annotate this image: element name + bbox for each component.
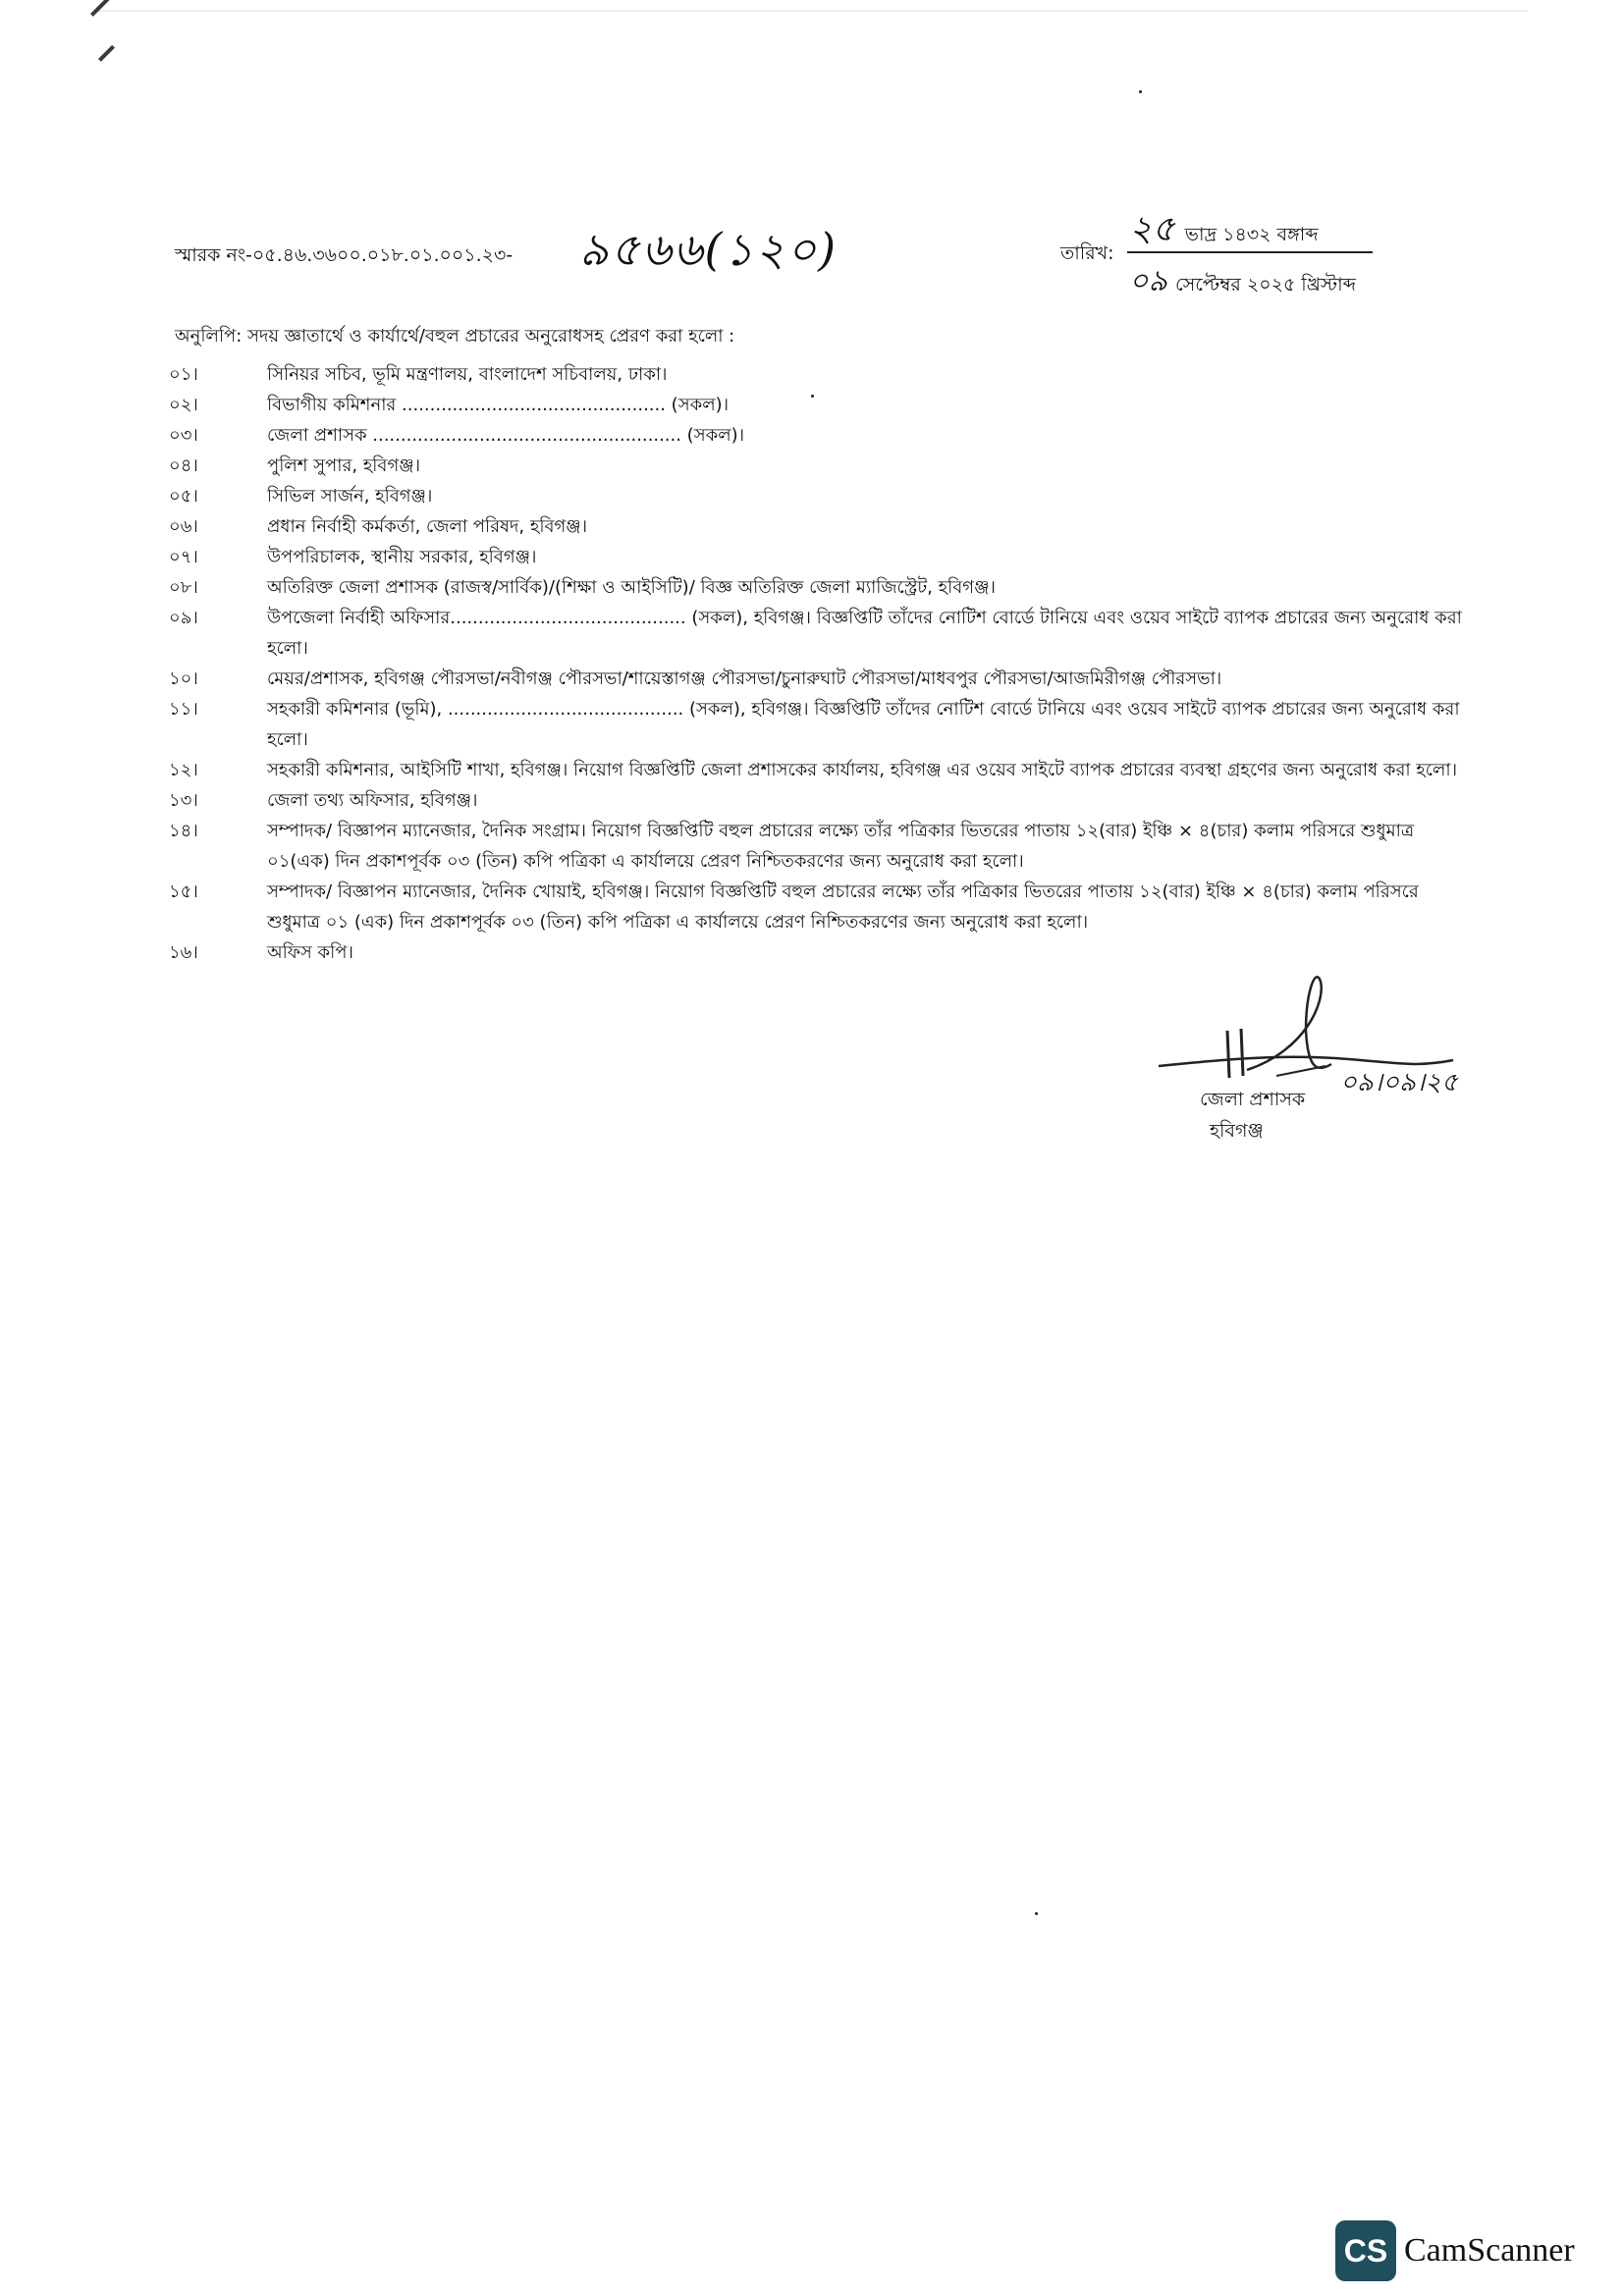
cc-list-item: [169, 664, 1465, 694]
cc-intro: অনুলিপি: সদয় জ্ঞাতার্থে ও কার্যার্থে/বহুল প্রচারের অনুরোধসহ প্রেরণ করা হলো :: [175, 326, 735, 347]
scan-dot: [1139, 90, 1142, 93]
scan-corner-mark: [98, 45, 115, 62]
cc-item-number: ০৪।: [169, 455, 198, 476]
cc-item-text: উপজেলা নির্বাহী অফিসার.......................................... (সকল), হবিগঞ্জ। বিজ্ঞপ্তিটি তাঁদের নোটিশ বোর্ডে টানিয়ে এবং ওয়েব সাইটে ব্যাপক প্রচারের জন্য অনুরোধ করা হলো।: [267, 608, 1462, 659]
cc-item-number: ১২।: [169, 760, 198, 780]
scan-edge: [94, 10, 1528, 12]
camscanner-logo-icon: CS: [1335, 2220, 1396, 2281]
cc-list-item: [169, 816, 1465, 877]
cc-item-text: সহকারী কমিশনার, আইসিটি শাখা, হবিগঞ্জ। নিয়োগ বিজ্ঞপ্তিটি জেলা প্রশাসকের কার্যালয়, হবিগঞ্জ এর ওয়েব সাইটে ব্যাপক প্রচারের ব্যবস্থা গ্রহণের জন্য অনুরোধ করা হলো।: [267, 760, 1458, 780]
cc-list-item: [169, 937, 1465, 968]
date-bangla-day: ২৫: [1129, 209, 1175, 249]
cc-item-number: ০৯।: [169, 608, 198, 628]
cc-list-item: [169, 785, 1465, 816]
signature-place: হবিগঞ্জ: [1210, 1120, 1264, 1142]
date-english: [1129, 257, 1356, 307]
scan-corner-mark: [90, 0, 136, 17]
cc-item-number: ১০।: [169, 668, 198, 689]
cc-list-item: [169, 481, 1465, 511]
cc-item-number: ১৫।: [169, 881, 198, 902]
cc-item-text: সিনিয়র সচিব, ভূমি মন্ত্রণালয়, বাংলাদেশ সচিবালয়, ঢাকা।: [267, 364, 668, 385]
cc-item-text: অতিরিক্ত জেলা প্রশাসক (রাজস্ব/সার্বিক)/(শিক্ষা ও আইসিটি)/ বিজ্ঞ অতিরিক্ত জেলা ম্যাজিস্ট্রেট, হবিগঞ্জ।: [267, 577, 996, 598]
cc-item-text: মেয়র/প্রশাসক, হবিগঞ্জ পৌরসভা/নবীগঞ্জ পৌরসভা/শায়েস্তাগঞ্জ পৌরসভা/চুনারুঘাট পৌরসভা/মাধবপুর পৌরসভা/আজমিরীগঞ্জ পৌরসভা।: [267, 668, 1222, 689]
cc-item-text: প্রধান নির্বাহী কর্মকর্তা, জেলা পরিষদ, হবিগঞ্জ।: [267, 516, 588, 537]
cc-item-number: ০৬।: [169, 516, 198, 537]
cc-item-text: উপপরিচালক, স্থানীয় সরকার, হবিগঞ্জ।: [267, 547, 537, 567]
cc-item-text: জেলা তথ্য অফিসার, হবিগঞ্জ।: [267, 790, 478, 811]
date-english-day: ০৯: [1129, 264, 1167, 298]
cc-item-number: ১১।: [169, 699, 198, 720]
date-english-rest: সেপ্টেম্বর ২০২৫ খ্রিস্টাব্দ: [1174, 274, 1356, 295]
cc-list-item: [169, 451, 1465, 481]
camscanner-watermark: [1335, 2220, 1575, 2281]
cc-list-item: [169, 694, 1465, 755]
cc-list-item: [169, 603, 1465, 664]
cc-item-number: ০১।: [169, 364, 198, 385]
memo-reference: স্মারক নং-০৫.৪৬.৩৬০০.০১৮.০১.০০১.২৩-: [175, 244, 514, 266]
cc-item-number: ০৭।: [169, 547, 198, 567]
cc-item-text: সম্পাদক/ বিজ্ঞাপন ম্যানেজার, দৈনিক খোয়াই, হবিগঞ্জ। নিয়োগ বিজ্ঞপ্তিটি বহুল প্রচারের লক্ষ্যে তাঁর পত্রিকার ভিতরের পাতায় ১২(বার) ইঞ্চি × ৪(চার) কলাম পরিসরে শুধুমাত্র ০১ (এক) দিন প্রকাশপূর্বক ০৩ (তিন) কপি পত্রিকা এ কার্যালয়ে প্রেরণ নিশ্চিতকরণের জন্য অনুরোধ করা হলো।: [267, 881, 1419, 933]
date-label: তারিখ:: [1060, 242, 1114, 264]
cc-list-item: [169, 511, 1465, 542]
camscanner-name: CamScanner: [1404, 2232, 1575, 2269]
cc-list-item: [169, 572, 1465, 603]
cc-list-item: [169, 390, 1465, 420]
cc-item-text: জেলা প্রশাসক ....................................................... (সকল)।: [267, 425, 745, 446]
scan-dot: [1035, 1912, 1038, 1915]
cc-list-item: [169, 542, 1465, 572]
cc-item-text: সিভিল সার্জন, হবিগঞ্জ।: [267, 486, 433, 507]
cc-item-number: ০৮।: [169, 577, 198, 598]
cc-item-text: বিভাগীয় কমিশনার ............................................... (সকল)।: [267, 395, 730, 415]
cc-item-text: সম্পাদক/ বিজ্ঞাপন ম্যানেজার, দৈনিক সংগ্রাম। নিয়োগ বিজ্ঞপ্তিটি বহুল প্রচারের লক্ষ্যে তাঁর পত্রিকার ভিতরের পাতায় ১২(বার) ইঞ্চি × ৪(চার) কলাম পরিসরে শুধুমাত্র ০১(এক) দিন প্রকাশপূর্বক ০৩ (তিন) কপি পত্রিকা এ কার্যালয়ে প্রেরণ নিশ্চিতকরণের জন্য অনুরোধ করা হলো।: [267, 821, 1415, 872]
cc-item-number: ০৩।: [169, 425, 198, 446]
scan-dot: [811, 395, 814, 398]
signature-handwritten-date: ০৯।০৯।২৫: [1340, 1068, 1458, 1097]
cc-item-number: ১৪।: [169, 821, 198, 841]
memo-handwritten-number: ৯৫৬৬(১২০): [579, 223, 839, 276]
cc-list-item: [169, 755, 1465, 785]
cc-list-item: [169, 420, 1465, 451]
date-bangla-rest: ভাদ্র ১৪৩২ বঙ্গাব্দ: [1184, 224, 1319, 245]
cc-list: [169, 359, 1465, 968]
date-divider: [1127, 251, 1373, 253]
cc-item-text: সহকারী কমিশনার (ভূমি), .......................................... (সকল), হবিগঞ্জ। বিজ্ঞপ্তিটি তাঁদের নোটিশ বোর্ডে টানিয়ে এবং ওয়েব সাইটে ব্যাপক প্রচারের জন্য অনুরোধ করা হলো।: [267, 699, 1460, 750]
signature-title: জেলা প্রশাসক: [1200, 1089, 1306, 1110]
cc-list-item: [169, 359, 1465, 390]
cc-item-number: ১৬।: [169, 942, 198, 963]
cc-item-number: ১৩।: [169, 790, 198, 811]
cc-item-text: পুলিশ সুপার, হবিগঞ্জ।: [267, 455, 421, 476]
cc-item-number: ০২।: [169, 395, 198, 415]
cc-item-text: অফিস কপি।: [267, 942, 353, 963]
cc-item-number: ০৫।: [169, 486, 198, 507]
cc-list-item: [169, 877, 1465, 937]
